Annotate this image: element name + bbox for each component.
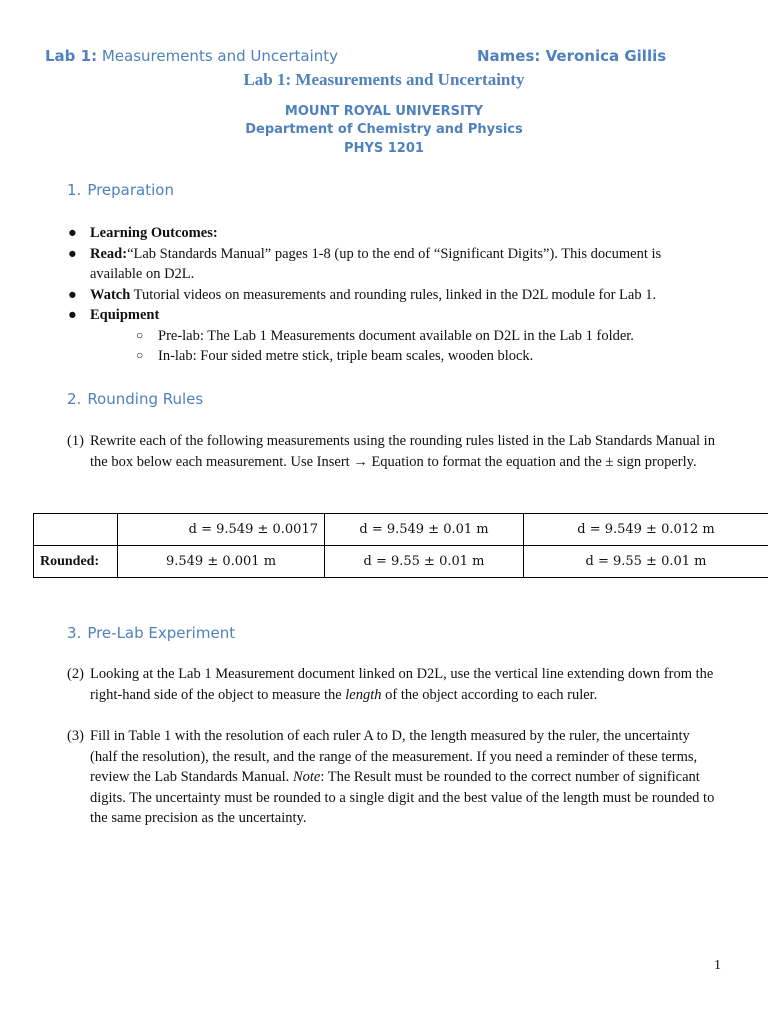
page-number: 1 [714,958,721,973]
course-code: PHYS 1201 [344,141,424,156]
question-3: (3) Fill in Table 1 with the resolution of each ruler A to D, the length measured by the ruler, the uncertainty (half the resolution), the result, and the range of the measurement. If you need a reminder of these terms, review the Lab Standards Manual. Note: The Result must be rounded to the correct number of significant digits. The uncertainty must be rounded to a single digit and the best value of the length must be rounded to the same precision as the uncertainty. [67,728,715,826]
table-cell-rounded[interactable]: d = 9.55 ± 0.01 m [524,546,768,578]
running-header-title: Lab 1: Measurements and Uncertainty [45,47,339,65]
section-heading-rounding-rules: 2. Rounding Rules [67,390,204,408]
university-name: MOUNT ROYAL UNIVERSITY [284,104,484,119]
list-item: ● Read:“Lab Standards Manual” pages 1-8 (up to the end of “Significant Digits”). This document is available on D2L. [68,245,662,282]
table-cell-rounded[interactable]: 9.549 ± 0.001 m [118,546,325,578]
question-2: (2) Looking at the Lab 1 Measurement document linked on D2L, use the vertical line extending down from the right-hand side of the object to measure the length of the object according to each ruler. [67,666,714,703]
list-item: ○ In-lab: Four sided metre stick, triple beam scales, wooden block. [136,348,534,364]
question-1: (1) Rewrite each of the following measurements using the rounding rules listed in the Lab Standards Manual in the box below each measurement. Use Insert → Equation to format the equation and the ± sign properly. [67,433,715,470]
list-item: ○ Pre-lab: The Lab 1 Measurements document available on D2L in the Lab 1 folder. [136,327,634,344]
document-title: Lab 1: Measurements and Uncertainty [243,70,525,89]
table-row [34,514,768,546]
preparation-list [67,223,717,367]
list-item: ● Equipment ○ Pre-lab: The Lab 1 Measurements document available on D2L in the Lab 1 folder. ○ In-lab: Four sided metre stick, triple beam scales, wooden block. [67,305,717,367]
section-heading-pre-lab-experiment: 3. Pre-Lab Experiment [67,624,236,642]
rounding-table [33,513,768,578]
list-item: ● Watch Tutorial videos on measurements and rounding rules, linked in the D2L module for Lab 1. [68,286,657,303]
table-row [34,546,768,578]
table-cell-measurement[interactable]: d = 9.549 ± 0.012 m [524,514,768,546]
table-cell-label: Rounded: [34,546,118,578]
table-cell-rounded[interactable]: d = 9.55 ± 0.01 m [325,546,524,578]
table-cell-measurement[interactable]: d = 9.549 ± 0.01 m [325,514,524,546]
equipment-sublist [90,326,717,367]
running-header-names: Names: Veronica Gillis [477,47,667,65]
department-name: Department of Chemistry and Physics [245,122,523,137]
table-cell-label [34,514,118,546]
table-cell-measurement[interactable]: d = 9.549 ± 0.0017 [118,514,325,546]
section-heading-preparation: 1. Preparation [67,181,174,199]
list-item: ● Learning Outcomes: [68,225,218,241]
